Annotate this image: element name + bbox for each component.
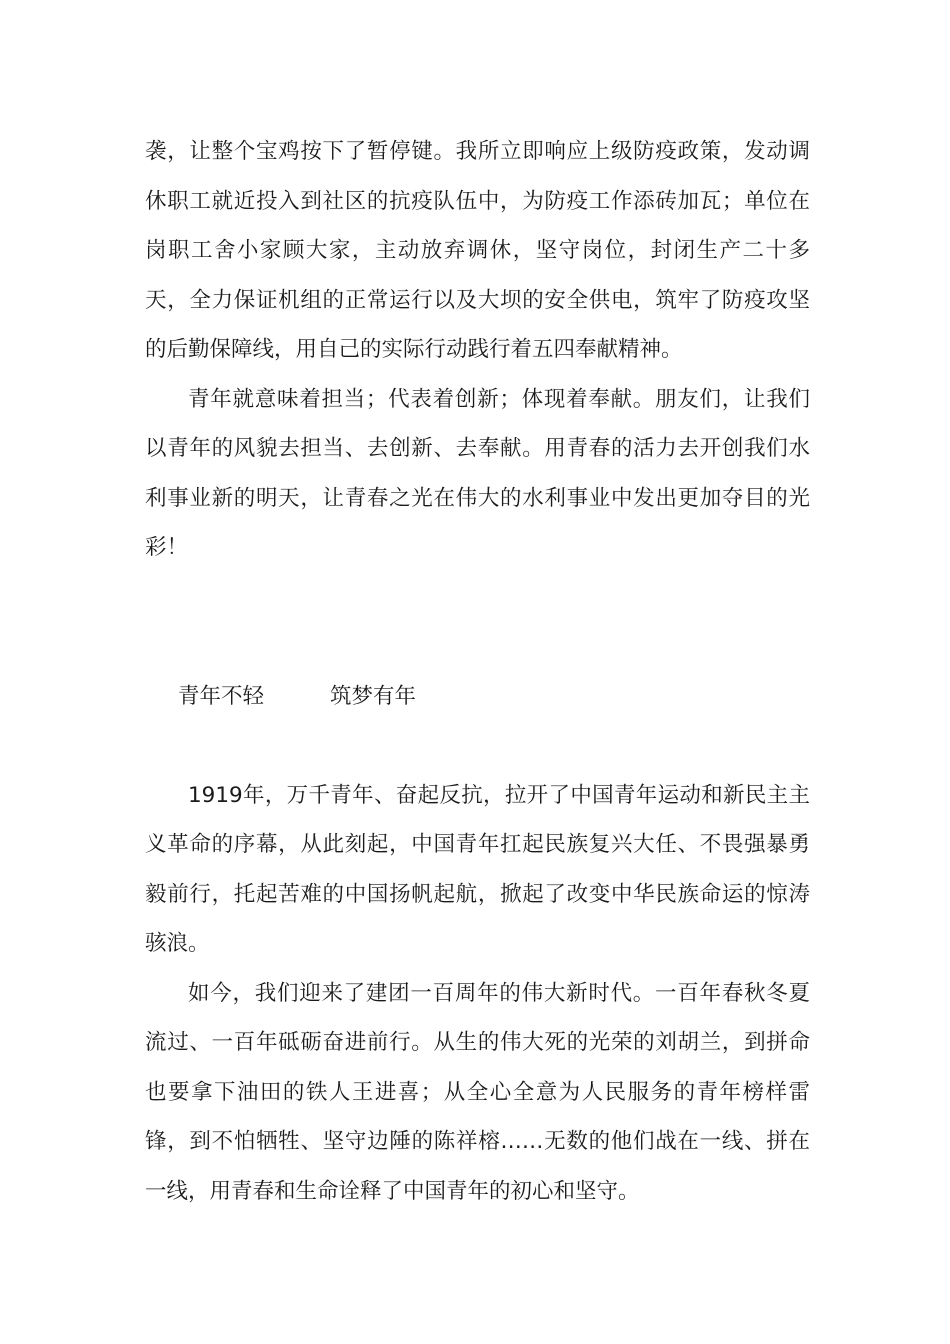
document-body (145, 127, 810, 1216)
paragraph-1919-history: 1919年，万千青年、奋起反抗，拉开了中国青年运动和新民主主义革命的序幕，从此刻起，中国青年扛起民族复兴大任、不畏强暴勇毅前行，托起苦难的中国扬帆起航，掀起了改变中华民族命运的惊涛骇浪。 (145, 782, 810, 956)
heading-part-1: 青年不轻 (178, 683, 265, 709)
heading-part-2: 筑梦有年 (330, 683, 417, 709)
spacer (145, 573, 810, 672)
section-heading (145, 672, 810, 722)
paragraph-centennial: 如今，我们迎来了建团一百周年的伟大新时代。一百年春秋冬夏流过、一百年砥砺奋进前行。从生的伟大死的光荣的刘胡兰，到拼命也要拿下油田的铁人王进喜；从全心全意为人民服务的青年榜样雷锋，到不怕牺牲、坚守边陲的陈祥榕……无数的他们战在一线、拼在一线，用青春和生命诠释了中国青年的初心和坚守。 (145, 980, 810, 1204)
spacer (145, 721, 810, 771)
paragraph-youth-meaning: 青年就意味着担当；代表着创新；体现着奉献。朋友们，让我们以青年的风貌去担当、去创新、去奉献。用青春的活力去开创我们水利事业新的明天，让青春之光在伟大的水利事业中发出更加夺目的光彩！ (145, 386, 810, 560)
paragraph-pandemic-response: 袭，让整个宝鸡按下了暂停键。我所立即响应上级防疫政策，发动调休职工就近投入到社区的抗疫队伍中，为防疫工作添砖加瓦；单位在岗职工舍小家顾大家，主动放弃调休，坚守岗位，封闭生产二十多天，全力保证机组的正常运行以及大坝的安全供电，筑牢了防疫攻坚的后勤保障线，用自己的实际行动践行着五四奉献精神。 (145, 139, 810, 362)
